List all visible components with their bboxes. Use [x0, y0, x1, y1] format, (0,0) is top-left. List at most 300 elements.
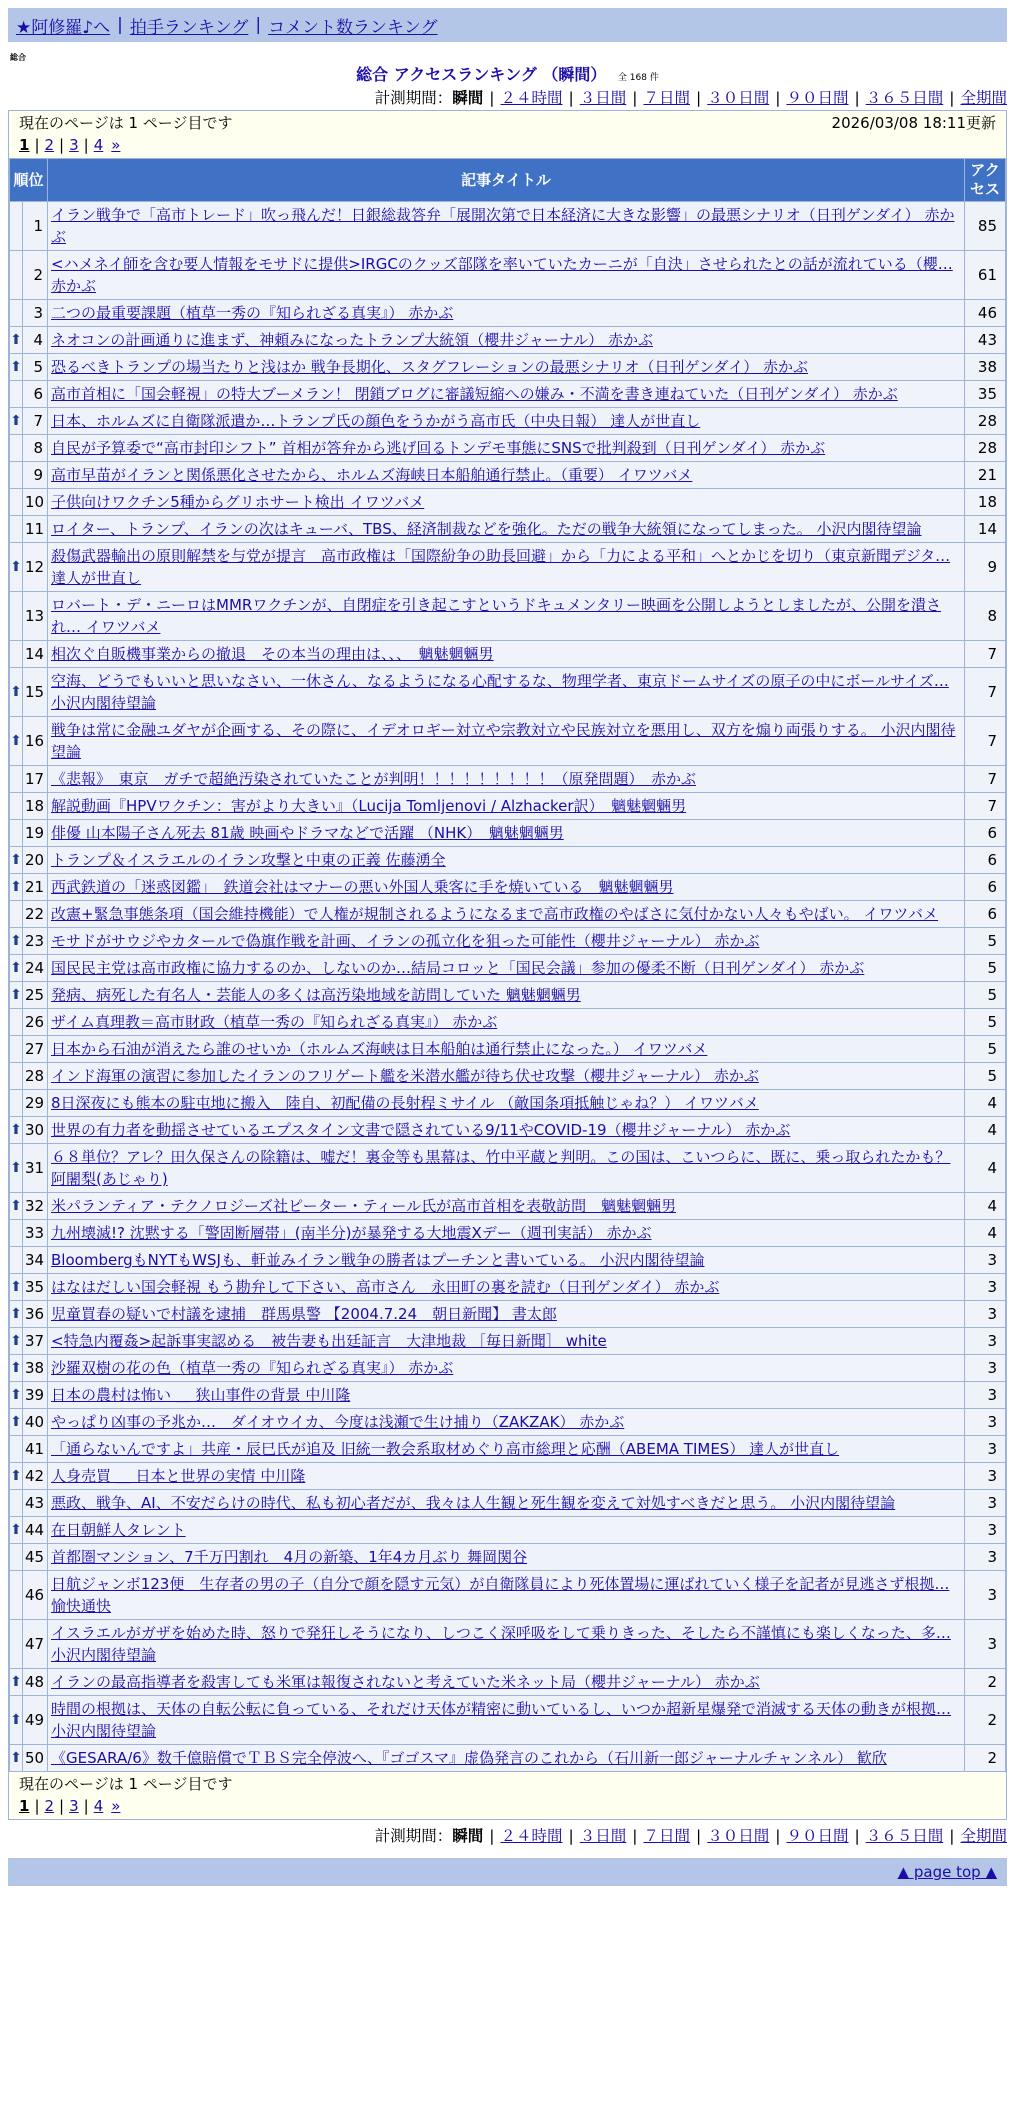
article-title-cell: [48, 847, 964, 873]
table-row: [10, 1247, 1005, 1273]
rank-icon-cell: [10, 462, 22, 488]
table-row: [10, 982, 1005, 1008]
rank-number: 32: [23, 1193, 47, 1219]
rank-number: 4: [23, 327, 47, 353]
category-label: 総合: [10, 53, 26, 62]
article-title-link[interactable]: 子供向けワクチン5種からグリホサート検出 イワツバメ: [51, 493, 425, 511]
table-row: [10, 327, 1005, 353]
access-count: 3: [965, 1517, 1005, 1543]
article-title-cell: [48, 1463, 964, 1489]
period-option-link[interactable]: 全期間: [960, 89, 1007, 107]
period-option-link[interactable]: ９０日間: [786, 1827, 849, 1845]
access-count: 6: [965, 901, 1005, 927]
rank-number: 11: [23, 516, 47, 542]
access-count: 9: [965, 543, 1005, 591]
article-title-cell: [48, 982, 964, 1008]
article-title-cell: [48, 1090, 964, 1116]
page-top-link[interactable]: ▲ page top ▲: [897, 1863, 997, 1881]
period-separator: |: [568, 1827, 574, 1845]
rank-up-icon: ⬆: [10, 1669, 22, 1695]
period-separator: |: [632, 89, 638, 107]
access-count: 28: [965, 408, 1005, 434]
table-row: [10, 1193, 1005, 1219]
period-option-link[interactable]: ３０日間: [707, 89, 770, 107]
article-title-link[interactable]: 米パランティア・テクノロジーズ社ピーター・ティール氏が高市首相を表敬訪問 魑魅魍魎男: [51, 1197, 677, 1215]
rank-up-icon: ⬆: [10, 1117, 22, 1143]
rank-up-icon: ⬆: [10, 354, 22, 380]
period-option-link[interactable]: ３６５日間: [865, 1827, 944, 1845]
table-row: [10, 1090, 1005, 1116]
article-title-cell: [48, 435, 964, 461]
period-option-link[interactable]: ２４時間: [500, 1827, 563, 1845]
article-title-cell: [48, 1328, 964, 1354]
ranking-table: [9, 158, 1006, 1772]
article-title-cell: [48, 592, 964, 640]
table-row: [10, 516, 1005, 542]
article-title-link[interactable]: 悪政、戦争、AI、不安だらけの時代、私も初心者だが、我々は人生観と死生観を変えて対処すべきだと思う。 小沢内閣待望論: [51, 1494, 896, 1512]
table-row: [10, 1620, 1005, 1668]
article-title-cell: [48, 489, 964, 515]
ranking-heading: [0, 64, 1015, 86]
rank-icon-cell: [10, 1063, 22, 1089]
access-count: 5: [965, 982, 1005, 1008]
rank-icon-cell: [10, 489, 22, 515]
table-row: [10, 1745, 1005, 1771]
article-title-cell: [48, 1247, 964, 1273]
rank-number: 16: [23, 717, 47, 765]
article-title-cell: [48, 1274, 964, 1300]
period-separator: |: [489, 1827, 495, 1845]
period-option-link[interactable]: 全期間: [960, 1827, 1007, 1845]
pager-top: [9, 111, 1006, 158]
page-link[interactable]: 2: [44, 1797, 55, 1815]
rank-icon-cell: [10, 251, 22, 299]
article-title-link[interactable]: 戦争は常に金融ユダヤが企画する、その際に、イデオロギー対立や宗教対立や民族対立を悪用し、双方を煽り両張りする。 小沢内閣待望論: [51, 721, 956, 761]
period-option-link[interactable]: ３日間: [579, 1827, 627, 1845]
page-links: [19, 1795, 996, 1817]
rank-number: 40: [23, 1409, 47, 1435]
table-row: [10, 1144, 1005, 1192]
rank-number: 41: [23, 1436, 47, 1462]
period-separator: |: [854, 89, 860, 107]
access-count: 5: [965, 1009, 1005, 1035]
access-count: 7: [965, 793, 1005, 819]
access-count: 7: [965, 717, 1005, 765]
article-title-link[interactable]: <特急内覆姦>起訴事実認める 被告妻も出廷証言 大津地裁 ［毎日新聞］ white: [51, 1332, 607, 1350]
article-title-link[interactable]: 児童買春の疑いで村議を逮捕 群馬県警 【2004.7.24 朝日新聞】 書太郎: [51, 1305, 557, 1323]
page-separator: |: [34, 1797, 40, 1815]
rank-up-icon: ⬆: [10, 1355, 22, 1381]
rank-number: 50: [23, 1745, 47, 1771]
col-header-title: 記事タイトル: [48, 159, 964, 201]
access-count: 2: [965, 1745, 1005, 1771]
rank-number: 36: [23, 1301, 47, 1327]
table-row: [10, 300, 1005, 326]
period-option-link[interactable]: ７日間: [643, 89, 690, 107]
article-title-link[interactable]: インド海軍の演習に参加したイランのフリゲート艦を米潜水艦が待ち伏せ攻撃（櫻井ジャーナル） 赤かぶ: [51, 1067, 759, 1085]
access-count: 6: [965, 820, 1005, 846]
rank-number: 26: [23, 1009, 47, 1035]
table-row: [10, 1544, 1005, 1570]
page-links: [19, 134, 996, 156]
col-header-count: アクセス: [965, 159, 1005, 201]
rank-number: 45: [23, 1544, 47, 1570]
total-count: 全 168 件: [617, 73, 659, 83]
article-title-link[interactable]: イラン戦争で「高市トレード」吹っ飛んだ！日銀総裁答弁「展開次第で日本経済に大きな影響」の最悪シナリオ（日刊ゲンダイ） 赤かぶ: [51, 206, 955, 246]
article-title-cell: [48, 1117, 964, 1143]
table-row: [10, 820, 1005, 846]
period-option-link[interactable]: ９０日間: [786, 89, 849, 107]
rank-icon-cell: [10, 820, 22, 846]
article-title-link[interactable]: 8日深夜にも熊本の駐屯地に搬入 陸自、初配備の長射程ミサイル （敵国条項抵触じゃね？） イワツバメ: [51, 1094, 759, 1112]
article-title-link[interactable]: 二つの最重要課題（植草一秀の『知られざる真実』） 赤かぶ: [51, 304, 454, 322]
table-row: [10, 1490, 1005, 1516]
access-count: 3: [965, 1274, 1005, 1300]
article-title-cell: [48, 874, 964, 900]
rank-icon-cell: [10, 1009, 22, 1035]
article-title-cell: [48, 516, 964, 542]
article-title-cell: [48, 327, 964, 353]
article-title-link[interactable]: 日航ジャンボ123便 生存者の男の子（自分で顔を隠す元気）が自衛隊員により死体置場に運ばれていく様子を記者が見逃さず根拠… 愉快通快: [51, 1575, 950, 1615]
period-option-link[interactable]: ７日間: [643, 1827, 690, 1845]
access-count: 4: [965, 1090, 1005, 1116]
access-count: 46: [965, 300, 1005, 326]
access-count: 6: [965, 874, 1005, 900]
article-title-link[interactable]: はなはだしい国会軽視 もう勘弁して下さい、高市さん 永田町の裏を読む（日刊ゲンダイ） 赤かぶ: [51, 1278, 720, 1296]
article-title-link[interactable]: 高市早苗がイランと関係悪化させたから、ホルムズ海峡日本船舶通行禁止。（重要） イワツバメ: [51, 466, 693, 484]
rank-up-icon: ⬆: [10, 982, 22, 1008]
article-title-link[interactable]: <ハメネイ師を含む要人情報をモサドに提供>IRGCのクッズ部隊を率いていたカーニが「自決」させられたとの話が流れている（櫻… 赤かぶ: [51, 255, 953, 295]
article-title-link[interactable]: 西武鉄道の「迷惑図鑑」 鉄道会社はマナーの悪い外国人乗客に手を焼いている 魑魅魍魎男: [51, 878, 674, 896]
rank-number: 1: [23, 202, 47, 250]
table-row: [10, 641, 1005, 667]
rank-up-icon: ⬆: [10, 928, 22, 954]
table-row: [10, 1355, 1005, 1381]
page-status: 現在のページは 1 ページ目です: [19, 114, 233, 132]
access-count: 43: [965, 327, 1005, 353]
article-title-link[interactable]: 発病、病死した有名人・芸能人の多くは高汚染地域を訪問していた 魑魅魍魎男: [51, 986, 581, 1004]
access-count: 3: [965, 1544, 1005, 1570]
comment-ranking-link[interactable]: コメント数ランキング: [268, 17, 438, 38]
article-title-link[interactable]: トランプ＆イスラエルのイラン攻撃と中東の正義 佐藤湧全: [51, 851, 446, 869]
article-title-cell: [48, 901, 964, 927]
access-count: 85: [965, 202, 1005, 250]
page-link[interactable]: 3: [69, 1797, 79, 1815]
rank-number: 23: [23, 928, 47, 954]
table-row: [10, 874, 1005, 900]
article-title-cell: [48, 793, 964, 819]
rank-icon-cell: [10, 1544, 22, 1570]
article-title-link[interactable]: 自民が予算委で“高市封印シフト” 首相が答弁から逃げ回るトンデモ事態にSNSで批判殺到（日刊ゲンダイ） 赤かぶ: [51, 439, 826, 457]
rank-number: 29: [23, 1090, 47, 1116]
period-option-link[interactable]: ３６５日間: [865, 89, 944, 107]
rank-number: 15: [23, 668, 47, 716]
table-row: [10, 1036, 1005, 1062]
rank-number: 30: [23, 1117, 47, 1143]
article-title-cell: [48, 462, 964, 488]
table-row: [10, 592, 1005, 640]
nav-separator: |: [117, 15, 123, 35]
article-title-link[interactable]: 《GESARA/6》数千億賠償でＴＢＳ完全停波へ、『ゴゴスマ』虚偽発言のこれから（石川新一郎ジャーナルチャンネル） 歓欣: [51, 1749, 887, 1767]
article-title-cell: [48, 1544, 964, 1570]
col-header-rank: 順位: [10, 159, 47, 201]
rank-up-icon: ⬆: [10, 1328, 22, 1354]
article-title-link[interactable]: ロイター、トランプ、イランの次はキューバ、TBS、経済制裁などを強化。ただの戦争大統領になってしまった。 小沢内閣待望論: [51, 520, 922, 538]
table-row: [10, 435, 1005, 461]
table-row: [10, 381, 1005, 407]
article-title-cell: [48, 1409, 964, 1435]
rank-up-icon: ⬆: [10, 1301, 22, 1327]
rank-number: 2: [23, 251, 47, 299]
article-title-link[interactable]: 沙羅双樹の花の色（植草一秀の『知られざる真実』） 赤かぶ: [51, 1359, 454, 1377]
table-row: [10, 1117, 1005, 1143]
rank-up-icon: ⬆: [10, 955, 22, 981]
rank-up-icon: ⬆: [10, 668, 22, 716]
table-row: [10, 1220, 1005, 1246]
rank-up-icon: ⬆: [10, 1745, 22, 1771]
table-row: [10, 1009, 1005, 1035]
page-link[interactable]: 4: [93, 136, 104, 154]
article-title-cell: [48, 1220, 964, 1246]
table-row: [10, 1517, 1005, 1543]
access-count: 4: [965, 1193, 1005, 1219]
table-row: [10, 489, 1005, 515]
period-separator: |: [949, 89, 955, 107]
page-title: 総合 アクセスランキング （瞬間）: [356, 65, 607, 84]
rank-number: 33: [23, 1220, 47, 1246]
rank-number: 49: [23, 1696, 47, 1744]
article-title-link[interactable]: 俳優 山本陽子さん死去 81歳 映画やドラマなどで活躍 （NHK） 魑魅魍魎男: [51, 824, 564, 842]
period-label: 計測期間：: [374, 1827, 453, 1845]
article-title-link[interactable]: やっぱり凶事の予兆か… ダイオウイカ、今度は浅瀬で生け捕り（ZAKZAK） 赤かぶ: [51, 1413, 625, 1431]
article-title-cell: [48, 202, 964, 250]
article-title-cell: [48, 668, 964, 716]
access-count: 3: [965, 1328, 1005, 1354]
rank-up-icon: ⬆: [10, 327, 22, 353]
article-title-link[interactable]: 時間の根拠は、天体の自転公転に負っている、それだけ天体が精密に動いているし、いつか超新星爆発で消滅する天体の動きが根拠… 小沢内閣待望論: [51, 1700, 952, 1740]
article-title-link[interactable]: BloombergもNYTもWSJも、軒並みイラン戦争の勝者はプーチンと書いている。 小沢内閣待望論: [51, 1251, 705, 1269]
access-count: 35: [965, 381, 1005, 407]
period-current: 瞬間: [452, 89, 484, 107]
period-separator: |: [696, 89, 702, 107]
article-title-link[interactable]: 人身売買 ＿ 日本と世界の実情 中川隆: [51, 1467, 306, 1485]
article-title-link[interactable]: 高市首相に「国会軽視」の特大ブーメラン！ 閉鎖ブログに審議短縮への嫌み・不満を書き連ねていた（日刊ゲンダイ） 赤かぶ: [51, 385, 898, 403]
article-title-link[interactable]: 改憲+緊急事態条項（国会維持機能）で人権が規制されるようになるまで高市政権のやばさに気付かない人々もやばい。 イワツバメ: [51, 905, 939, 923]
article-title-cell: [48, 381, 964, 407]
table-row: [10, 668, 1005, 716]
home-link[interactable]: ★阿修羅♪へ: [16, 17, 111, 38]
access-count: 6: [965, 847, 1005, 873]
rank-icon-cell: [10, 381, 22, 407]
article-title-link[interactable]: ロバート・デ・ニーロはMMRワクチンが、自閉症を引き起こすというドキュメンタリー映画を公開しようとしましたが、公開を潰され… イワツバメ: [51, 596, 941, 636]
bottom-bar: [8, 1858, 1007, 1886]
rank-up-icon: ⬆: [10, 408, 22, 434]
access-count: 14: [965, 516, 1005, 542]
nav-separator: |: [255, 15, 262, 35]
rank-number: 14: [23, 641, 47, 667]
next-page-link[interactable]: »: [111, 136, 121, 154]
page-link[interactable]: 3: [69, 136, 79, 154]
rank-icon-cell: [10, 793, 22, 819]
rank-up-icon: ⬆: [10, 543, 22, 591]
access-count: 3: [965, 1620, 1005, 1668]
article-title-link[interactable]: 日本の農村は怖い ＿ 狭山事件の背景 中川隆: [51, 1386, 351, 1404]
article-title-cell: [48, 1301, 964, 1327]
table-row: [10, 901, 1005, 927]
rank-number: 46: [23, 1571, 47, 1619]
article-title-cell: [48, 717, 964, 765]
table-row: [10, 408, 1005, 434]
rank-number: 44: [23, 1517, 47, 1543]
access-count: 21: [965, 462, 1005, 488]
table-row: [10, 1436, 1005, 1462]
article-title-cell: [48, 641, 964, 667]
article-title-cell: [48, 1517, 964, 1543]
rank-number: 18: [23, 793, 47, 819]
article-title-cell: [48, 1382, 964, 1408]
rank-up-icon: ⬆: [10, 1274, 22, 1300]
rank-number: 34: [23, 1247, 47, 1273]
article-title-cell: [48, 1355, 964, 1381]
period-separator: |: [632, 1827, 638, 1845]
page-separator: |: [59, 1797, 65, 1815]
rank-number: 47: [23, 1620, 47, 1668]
article-title-link[interactable]: ネオコンの計画通りに進まず、神頼みになったトランプ大統領（櫻井ジャーナル） 赤かぶ: [51, 331, 653, 349]
period-option-link[interactable]: ２４時間: [500, 89, 563, 107]
page-separator: |: [34, 136, 40, 154]
article-title-cell: [48, 354, 964, 380]
rank-number: 42: [23, 1463, 47, 1489]
table-row: [10, 202, 1005, 250]
rank-icon-cell: [10, 1571, 22, 1619]
rank-icon-cell: [10, 1090, 22, 1116]
page-separator: |: [59, 136, 65, 154]
article-title-link[interactable]: 国民民主党は高市政権に協力するのか、しないのか…結局コロッと「国民会議」参加の優柔不断（日刊ゲンダイ） 赤かぶ: [51, 959, 865, 977]
table-row: [10, 1571, 1005, 1619]
rank-number: 5: [23, 354, 47, 380]
rank-icon-cell: [10, 641, 22, 667]
article-title-link[interactable]: モサドがサウジやカタールで偽旗作戦を計画、イランの孤立化を狙った可能性（櫻井ジャーナル） 赤かぶ: [51, 932, 760, 950]
rank-up-icon: ⬆: [10, 874, 22, 900]
access-count: 3: [965, 1382, 1005, 1408]
access-count: 5: [965, 1063, 1005, 1089]
rank-number: 24: [23, 955, 47, 981]
article-title-link[interactable]: 首都圏マンション、7千万円割れ 4月の新築、1年4カ月ぶり 舞岡関谷: [51, 1548, 528, 1566]
access-count: 61: [965, 251, 1005, 299]
applause-ranking-link[interactable]: 拍手ランキング: [129, 17, 249, 38]
article-title-link[interactable]: 世界の有力者を動揺させているエプスタイン文書で隠されている9/11やCOVID-19（櫻井ジャーナル） 赤かぶ: [51, 1121, 791, 1139]
article-title-cell: [48, 1669, 964, 1695]
rank-number: 39: [23, 1382, 47, 1408]
rank-number: 3: [23, 300, 47, 326]
rank-number: 37: [23, 1328, 47, 1354]
period-option-link[interactable]: ３０日間: [707, 1827, 770, 1845]
page-link[interactable]: 2: [44, 136, 55, 154]
table-row: [10, 251, 1005, 299]
updated-timestamp: 2026/03/08 18:11更新: [831, 114, 996, 132]
rank-number: 13: [23, 592, 47, 640]
access-count: 3: [965, 1355, 1005, 1381]
page-status: 現在のページは 1 ページ目です: [19, 1775, 233, 1793]
access-count: 7: [965, 641, 1005, 667]
rank-number: 8: [23, 435, 47, 461]
article-title-cell: [48, 820, 964, 846]
access-count: 5: [965, 928, 1005, 954]
article-title-cell: [48, 1436, 964, 1462]
table-row: [10, 766, 1005, 792]
top-nav-bar: [8, 8, 1007, 42]
current-page: 1: [19, 1797, 30, 1815]
rank-number: 17: [23, 766, 47, 792]
article-title-link[interactable]: ６８単位？アレ？田久保さんの除籍は、嘘だ！裏金等も黒幕は、竹中平蔵と判明。この国は、こいつらに、既に、乗っ取られたかも？ 阿闍梨(あじゃり): [51, 1148, 951, 1188]
period-separator: |: [949, 1827, 955, 1845]
next-page-link[interactable]: »: [111, 1797, 121, 1815]
article-title-link[interactable]: 空海、どうでもいいと思いなさい、一休さん、なるようになる心配するな、物理学者、東京ドームサイズの原子の中にボールサイズ… 小沢内閣待望論: [51, 672, 949, 712]
rank-number: 31: [23, 1144, 47, 1192]
rank-number: 9: [23, 462, 47, 488]
article-title-link[interactable]: イランの最高指導者を殺害しても米軍は報復されないと考えていた米ネット局（櫻井ジャーナル） 赤かぶ: [51, 1673, 760, 1691]
article-title-cell: [48, 300, 964, 326]
table-row: [10, 1382, 1005, 1408]
table-row: [10, 543, 1005, 591]
article-title-link[interactable]: 日本、ホルムズに自衛隊派遣か…トランプ氏の顔色をうかがう高市氏（中央日報） 達人が世直し: [51, 412, 701, 430]
rank-number: 7: [23, 408, 47, 434]
table-row: [10, 793, 1005, 819]
table-row: [10, 1409, 1005, 1435]
rank-up-icon: ⬆: [10, 1144, 22, 1192]
rank-number: 28: [23, 1063, 47, 1089]
access-count: 38: [965, 354, 1005, 380]
article-title-link[interactable]: 日本から石油が消えたら誰のせいか（ホルムズ海峡は日本船舶は通行禁止になった。） イワツバメ: [51, 1040, 708, 1058]
rank-icon-cell: [10, 516, 22, 542]
table-row: [10, 928, 1005, 954]
article-title-link[interactable]: イスラエルがガザを始めた時、怒りで発狂しそうになり、しつこく深呼吸をして乗りきった、そしたら不謹慎にも楽しくなった、多… 小沢内閣待望論: [51, 1624, 951, 1664]
article-title-link[interactable]: 解説動画『HPVワクチン：害がより大きい』（Lucija Tomljenovi / Alzhacker訳） 魑魅魍魎男: [51, 797, 687, 815]
article-title-link[interactable]: 恐るべきトランプの場当たりと浅はか 戦争長期化、スタグフレーションの最悪シナリオ（日刊ゲンダイ） 赤かぶ: [51, 358, 809, 376]
rank-number: 43: [23, 1490, 47, 1516]
table-row: [10, 717, 1005, 765]
table-row: [10, 354, 1005, 380]
article-title-cell: [48, 1620, 964, 1668]
access-count: 4: [965, 1117, 1005, 1143]
article-title-cell: [48, 1063, 964, 1089]
article-title-link[interactable]: 《悲報》 東京 ガチで超絶汚染されていたことが判明！！！！！！！！！（原発問題） 赤かぶ: [51, 770, 697, 788]
article-title-link[interactable]: ザイム真理教＝高市財政（植草一秀の『知られざる真実』） 赤かぶ: [51, 1013, 498, 1031]
article-title-link[interactable]: 「通らないんですよ」共産・辰巳氏が追及 旧統一教会系取材めぐり高市総理と応酬（ABEMA TIMES） 達人が世直し: [51, 1440, 840, 1458]
rank-icon-cell: [10, 300, 22, 326]
rank-number: 21: [23, 874, 47, 900]
period-separator: |: [568, 89, 574, 107]
table-row: [10, 1274, 1005, 1300]
access-count: 7: [965, 766, 1005, 792]
access-count: 7: [965, 668, 1005, 716]
article-title-cell: [48, 1036, 964, 1062]
article-title-cell: [48, 408, 964, 434]
rank-number: 38: [23, 1355, 47, 1381]
table-row: [10, 1669, 1005, 1695]
page-link[interactable]: 4: [93, 1797, 104, 1815]
article-title-link[interactable]: 九州壊滅!? 沈黙する「警固断層帯」(南半分)が暴発する大地震Xデー（週刊実話） 赤かぶ: [51, 1224, 652, 1242]
article-title-cell: [48, 1490, 964, 1516]
period-separator: |: [696, 1827, 702, 1845]
article-title-link[interactable]: 相次ぐ自販機事業からの撤退 その本当の理由は、、、 魑魅魍魎男: [51, 645, 494, 663]
period-option-link[interactable]: ３日間: [579, 89, 627, 107]
rank-number: 19: [23, 820, 47, 846]
access-count: 3: [965, 1490, 1005, 1516]
article-title-link[interactable]: 殺傷武器輸出の原則解禁を与党が提言 高市政権は「国際紛争の助長回避」から「力による平和」へとかじを切り（東京新聞デジタ… 達人が世直し: [51, 547, 951, 587]
article-title-cell: [48, 1745, 964, 1771]
article-title-link[interactable]: 在日朝鮮人タレント: [51, 1521, 186, 1539]
